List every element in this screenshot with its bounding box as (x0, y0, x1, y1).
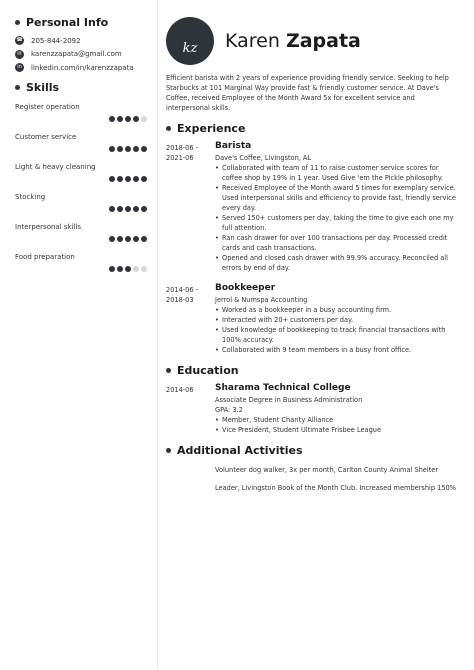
rating-dot-filled (125, 146, 131, 152)
job-bullet: • Interacted with 20+ customers per day. (215, 315, 459, 325)
job-role: Bookkeeper (215, 283, 276, 293)
education-bullet: • Vice President, Student Ultimate Frisbee League (215, 425, 459, 435)
activity-item: Volunteer dog walker, 3x per month, Carlton County Animal Shelter (215, 466, 439, 474)
job-bullet: • Ran cash drawer for over 100 transactions per day. Processed credit cards and cash transactions. (215, 233, 459, 253)
rating-dot-filled (117, 176, 123, 182)
rating-dot-filled (109, 266, 115, 272)
personal-info-title: Personal Info (26, 16, 109, 29)
activity-item: Leader, Livingston Book of the Month Club. Increased membership 150% (215, 484, 456, 492)
initials-avatar: kz (166, 17, 214, 65)
experience-heading (166, 122, 459, 135)
skill-item (15, 163, 157, 182)
job-bullet: • Opened and closed cash drawer with 99.9% accuracy. Reconciled all errors by end of day. (215, 253, 459, 273)
education-bullets (215, 415, 459, 435)
contact-list (15, 34, 157, 74)
job-bullet: • Served 150+ customers per day, taking the time to give each one my full attention. (215, 213, 459, 233)
rating-dot-empty (141, 266, 147, 272)
rating-dot-filled (109, 206, 115, 212)
rating-dot-filled (109, 176, 115, 182)
skill-rating (15, 266, 147, 272)
linkedin-text[interactable]: linkedin.com/in/karenzzapata (31, 63, 134, 72)
contact-email[interactable] (15, 48, 157, 61)
contact-linkedin[interactable] (15, 61, 157, 74)
rating-dot-filled (125, 176, 131, 182)
skill-name: Customer service (15, 133, 77, 141)
job-bullet: • Used knowledge of bookkeeping to track financial transactions with 100% accuracy. (215, 325, 459, 345)
rating-dot-filled (141, 146, 147, 152)
skill-item (15, 223, 157, 242)
rating-dot-filled (133, 146, 139, 152)
skills-title: Skills (26, 81, 60, 94)
job-end-date: 2018-03 (166, 296, 194, 304)
rating-dot-empty (141, 116, 147, 122)
job-bullets (215, 163, 459, 273)
job-bullet: • Received Employee of the Month award 5 times for exemplary service. Used interpersonal skills and efficiency to provide fast, friendly service every day. (215, 183, 459, 213)
skill-rating (15, 116, 147, 122)
rating-dot-filled (109, 146, 115, 152)
rating-dot-filled (141, 176, 147, 182)
skill-name: Interpersonal skills (15, 223, 82, 231)
email-icon: ✉ (15, 50, 24, 59)
rating-dot-filled (117, 206, 123, 212)
rating-dot-filled (125, 236, 131, 242)
skill-rating (15, 176, 147, 182)
skill-rating (15, 236, 147, 242)
resume-main (166, 16, 459, 501)
phone-text: 205-844-2092 (31, 36, 81, 45)
job-end-date: 2021-06 (166, 154, 194, 162)
bullet-dot-icon (166, 448, 171, 453)
job-company: Jerrol & Numspa Accounting (215, 296, 308, 304)
personal-info-heading (15, 16, 157, 29)
rating-dot-filled (125, 206, 131, 212)
skill-name: Food preparation (15, 253, 75, 261)
job-body (215, 282, 459, 355)
linkedin-icon: in (15, 63, 24, 72)
bullet-dot-icon (15, 85, 20, 90)
job-start-date: 2018-06 - (166, 144, 199, 152)
job-bullet: • Worked as a bookkeeper in a busy accounting firm. (215, 305, 459, 315)
activities-list (166, 465, 459, 493)
activities-heading (166, 444, 459, 457)
job-dates (166, 140, 215, 273)
skill-item (15, 133, 157, 152)
job-entry (166, 282, 459, 355)
skill-name: Light & heavy cleaning (15, 163, 96, 171)
skills-list (15, 103, 157, 272)
skill-name: Stocking (15, 193, 46, 201)
school-name: Sharama Technical College (215, 383, 351, 393)
last-name: Zapata (285, 30, 361, 52)
education-body (215, 382, 459, 435)
first-name: Karen (225, 30, 280, 52)
education-date: 2014-06 (166, 386, 194, 394)
rating-dot-filled (125, 116, 131, 122)
job-bullets (215, 305, 459, 355)
bullet-dot-icon (15, 20, 20, 25)
job-company: Dave's Coffee, Livingston, AL (215, 154, 312, 162)
rating-dot-filled (133, 236, 139, 242)
rating-dot-filled (133, 116, 139, 122)
rating-dot-filled (117, 116, 123, 122)
experience-title: Experience (177, 122, 246, 135)
email-text[interactable]: karenzzapata@gmail.com (31, 50, 122, 58)
skill-item (15, 103, 157, 122)
rating-dot-filled (141, 236, 147, 242)
job-bullet: • Collaborated with 9 team members in a busy front office. (215, 345, 459, 355)
rating-dot-filled (141, 206, 147, 212)
full-name (225, 30, 361, 52)
skill-item (15, 193, 157, 212)
rating-dot-filled (125, 266, 131, 272)
education-title: Education (177, 364, 239, 377)
resume-header (166, 16, 459, 66)
activities-title: Additional Activities (177, 444, 303, 457)
job-body (215, 140, 459, 273)
job-start-date: 2014-06 - (166, 286, 199, 294)
rating-dot-filled (117, 236, 123, 242)
rating-dot-filled (117, 266, 123, 272)
phone-icon: ☎ (16, 37, 23, 43)
skill-item (15, 253, 157, 272)
education-entry (166, 382, 459, 435)
bullet-dot-icon (166, 126, 171, 131)
skills-heading (15, 81, 157, 94)
degree: Associate Degree in Business Administration (215, 396, 363, 404)
job-entry (166, 140, 459, 273)
rating-dot-filled (133, 176, 139, 182)
job-role: Barista (215, 141, 252, 151)
skill-name: Register operation (15, 103, 80, 111)
rating-dot-empty (133, 266, 139, 272)
sidebar (0, 0, 158, 670)
skill-rating (15, 146, 147, 152)
rating-dot-filled (109, 236, 115, 242)
profile-summary: Efficient barista with 2 years of experience providing friendly service. Seeking to help Starbucks at 101 Marginal Way provide fast & friendly customer service. At Dave's Coffee, received Employee of the Month Award 5x for excellent service and interpersonal skills. (166, 74, 449, 112)
bullet-dot-icon (166, 368, 171, 373)
skill-rating (15, 206, 147, 212)
education-heading (166, 364, 459, 377)
rating-dot-filled (109, 116, 115, 122)
rating-dot-filled (117, 146, 123, 152)
gpa: GPA: 3.2 (215, 406, 243, 414)
rating-dot-filled (133, 206, 139, 212)
job-dates (166, 282, 215, 355)
contact-phone (15, 34, 157, 47)
job-bullet: • Collaborated with team of 11 to raise customer service scores for coffee shop by 19% in 1 year. Used Give 'em the Pickle philosophy. (215, 163, 459, 183)
education-bullet: • Member, Student Charity Alliance (215, 415, 459, 425)
